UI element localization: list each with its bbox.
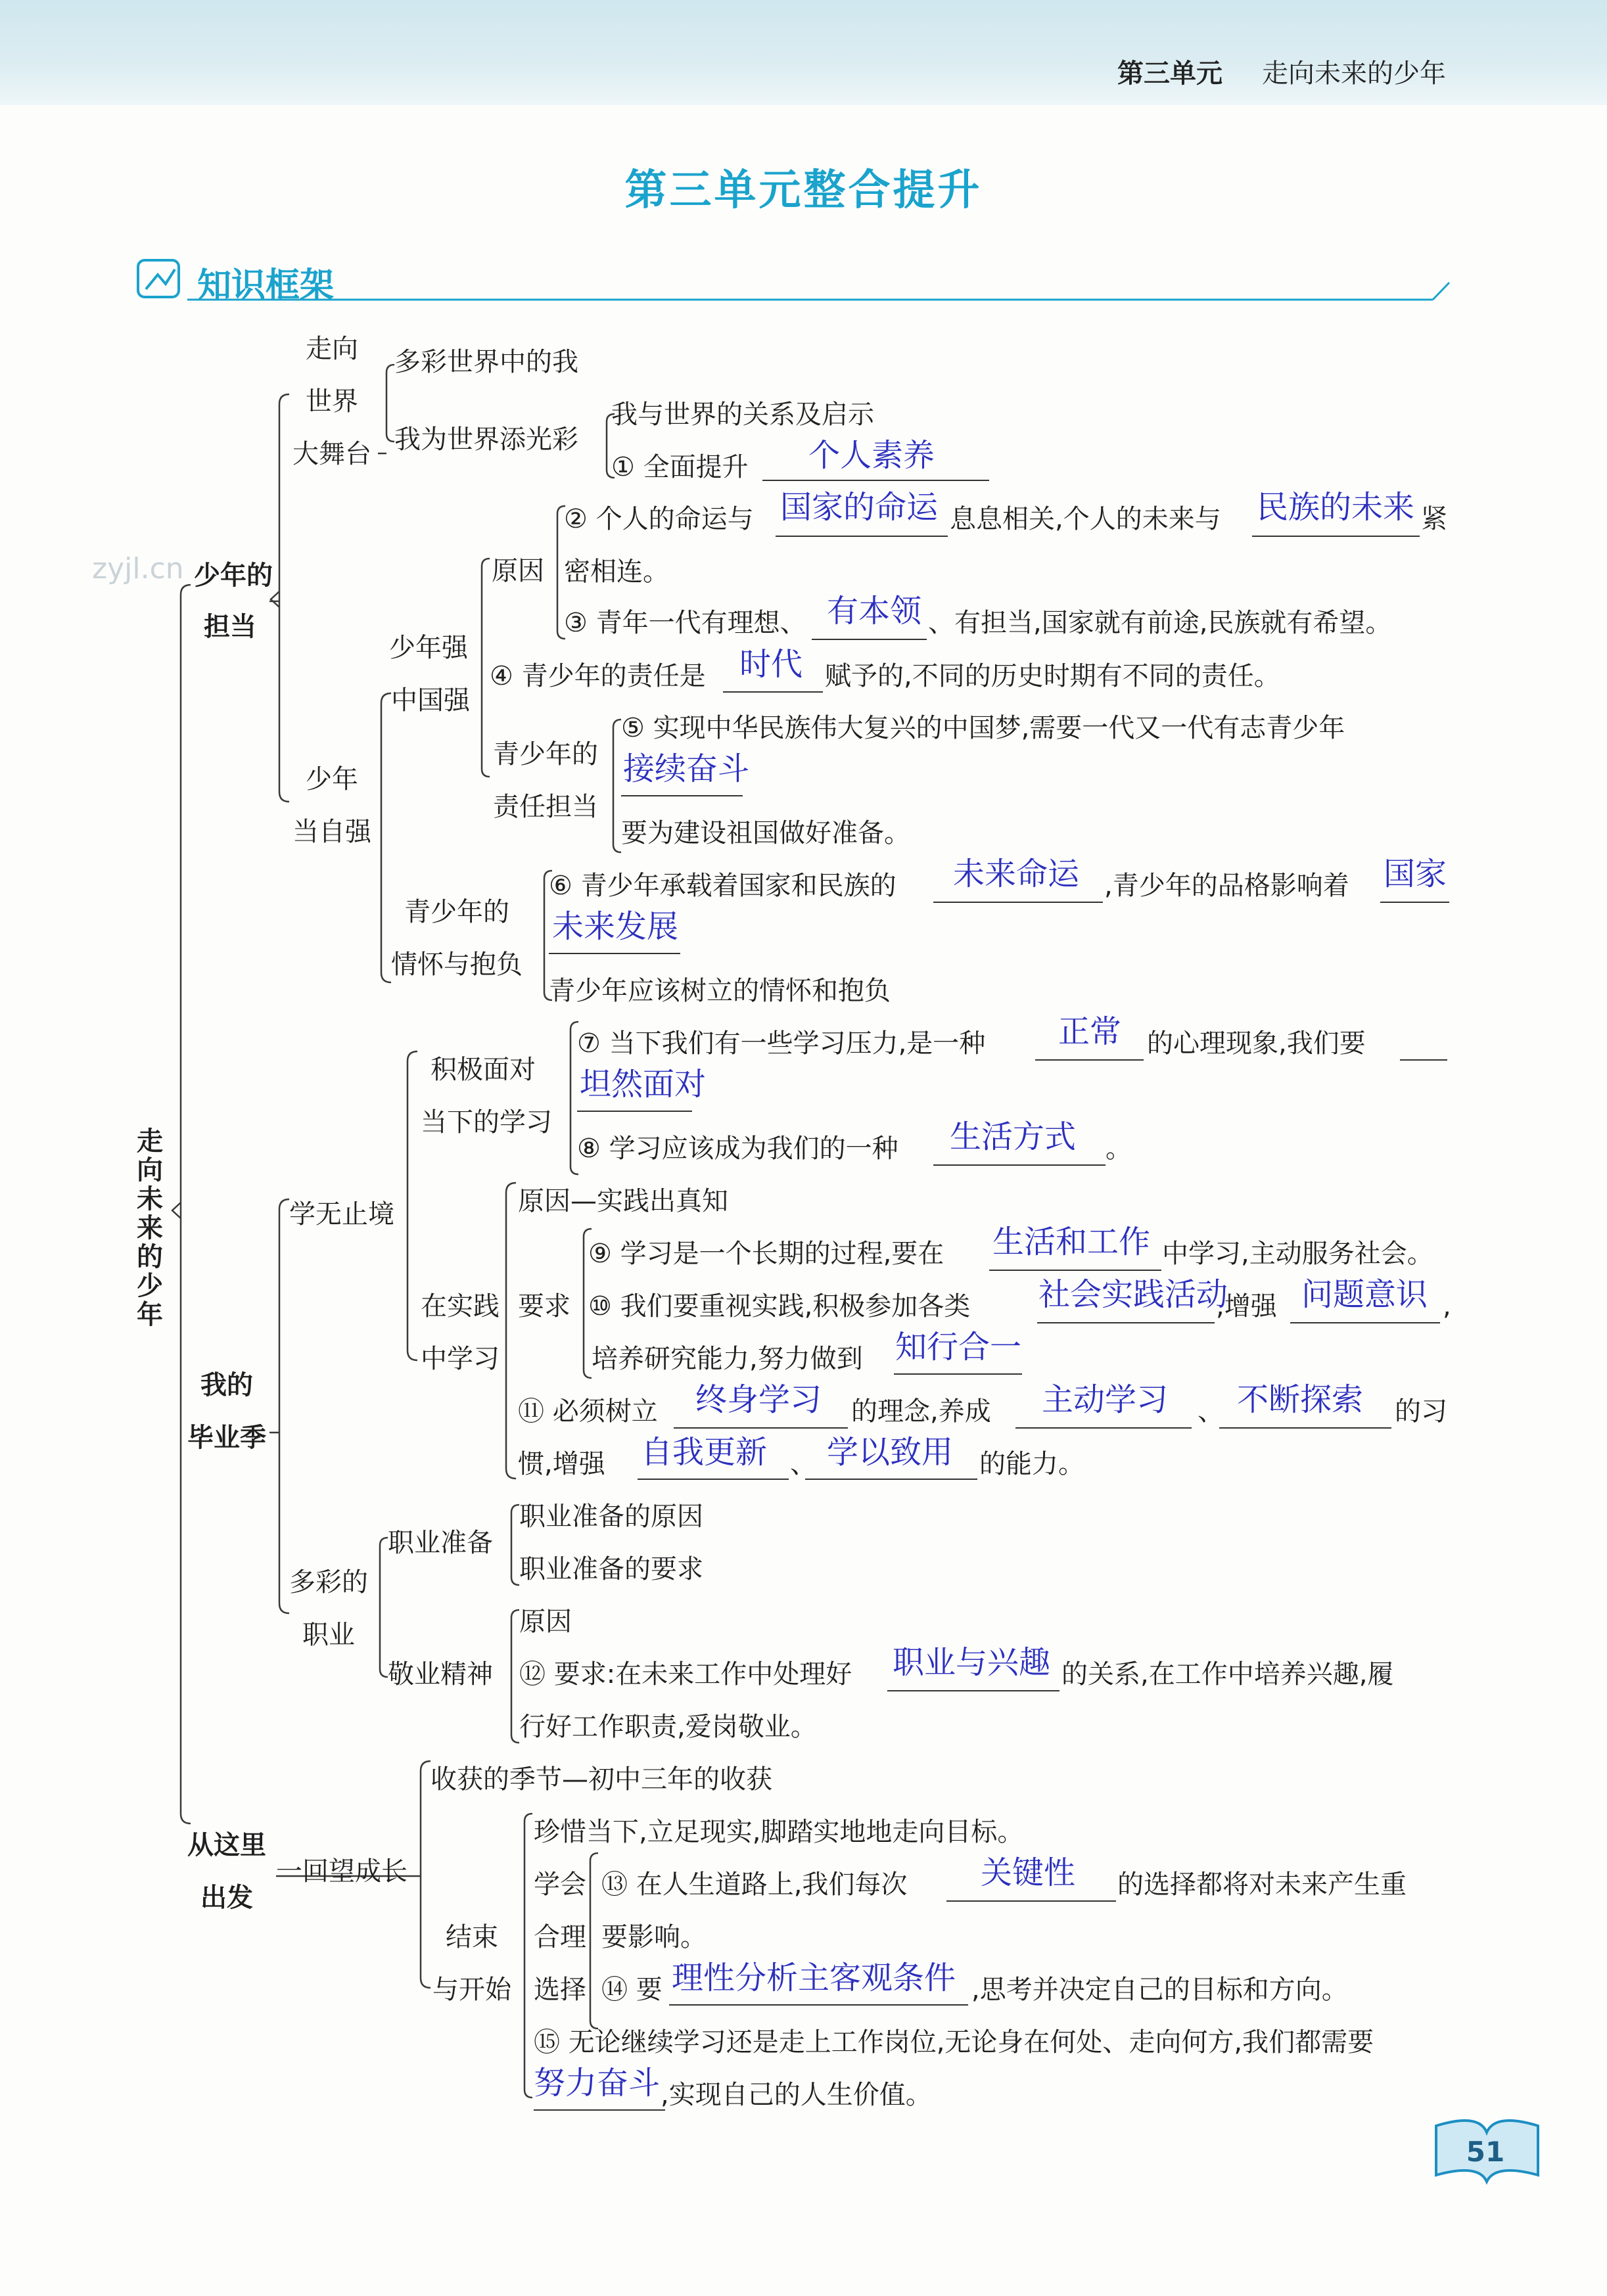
lesson1-title-l2: 担当 xyxy=(204,612,256,642)
l2a2-reason: 原因—实践出真知 xyxy=(518,1186,728,1216)
q5-text-a: ⑤ 实现中华民族伟大复兴的中国梦,需要一代又一代有志青少年 xyxy=(621,713,1345,743)
blank-6 xyxy=(621,795,743,796)
answer-23: 理性分析主客观条件 xyxy=(672,1960,956,1996)
answer-24: 努力奋斗 xyxy=(534,2065,661,2101)
q15-text-b: ,实现自己的人生价值。 xyxy=(661,2080,932,2110)
blank-24 xyxy=(534,2109,665,2111)
q15-text-a: ⑮ 无论继续学习还是走上工作岗位,无论身在何处、走向何方,我们都需要 xyxy=(534,2027,1374,2057)
answer-18: 不断探索 xyxy=(1237,1381,1364,1418)
q8-text-b: 。 xyxy=(1106,1134,1132,1164)
q11-text-d: 惯,增强 xyxy=(518,1449,605,1479)
q10-text-c: , xyxy=(1443,1291,1451,1321)
l2b2-title: 敬业精神 xyxy=(388,1659,493,1689)
q14-text-b: ,思考并决定自己的目标和方向。 xyxy=(971,1975,1348,2005)
q6-text-c: 青少年应该树立的情怀和抱负 xyxy=(549,976,891,1006)
answer-8-line1: 国家 xyxy=(1384,856,1447,892)
lesson3-title-l2: 出发 xyxy=(200,1883,253,1913)
answer-20: 学以致用 xyxy=(827,1434,954,1471)
l2b-title-l2: 职业 xyxy=(302,1620,355,1650)
blank-21 xyxy=(887,1690,1060,1691)
l3b1-title-l1: 学会 xyxy=(534,1870,586,1900)
q11-sep-1: 、 xyxy=(1198,1396,1224,1427)
l2a2-title-l1: 在实践 xyxy=(421,1291,500,1321)
l1a-title-l1: 走向 xyxy=(306,334,358,364)
l1b2-title-l2: 责任担当 xyxy=(493,792,598,822)
q2-text-d: 密相连。 xyxy=(564,557,669,587)
l3b1-title-l2: 合理 xyxy=(534,1922,586,1952)
q4-text-a: ④ 青少年的责任是 xyxy=(490,661,706,691)
blank-9 xyxy=(1035,1059,1144,1061)
blank-5 xyxy=(723,691,823,693)
answer-7: 未来命运 xyxy=(953,856,1080,892)
l1a-title-l2: 世界 xyxy=(306,386,358,417)
blank-23 xyxy=(669,2004,968,2006)
q11-text-c: 的习 xyxy=(1395,1396,1447,1427)
l1b-title-l2: 当自强 xyxy=(292,817,371,847)
requirement-label: 要求 xyxy=(518,1291,571,1321)
lesson3-title-l1: 从这里 xyxy=(187,1830,266,1860)
q10-text-d: 培养研究能力,努力做到 xyxy=(592,1344,863,1374)
lesson1-title-l1: 少年的 xyxy=(194,561,273,591)
q2-text-b: 息息相关,个人的未来与 xyxy=(950,504,1221,534)
l1a-item2: 我为世界添光彩 xyxy=(394,425,578,455)
blank-7 xyxy=(933,902,1103,903)
q13-text-a: ⑬ 在人生道路上,我们每次 xyxy=(601,1870,908,1900)
l3b-title-l2: 与开始 xyxy=(432,1975,511,2005)
blank-4 xyxy=(812,639,927,640)
l1b-title-l1: 少年 xyxy=(306,764,358,794)
l2b1-item1: 职业准备的原因 xyxy=(519,1502,703,1532)
q2-text-a: ② 个人的命运与 xyxy=(564,504,754,534)
page-number: 51 xyxy=(1466,2136,1505,2168)
blank-12 xyxy=(989,1270,1161,1271)
answer-11: 生活方式 xyxy=(950,1118,1077,1155)
l3a-item1: 收获的季节—初中三年的收获 xyxy=(431,1764,772,1795)
l2b2-reason: 原因 xyxy=(519,1607,572,1637)
blank-10a xyxy=(1400,1059,1447,1061)
blank-3 xyxy=(1252,536,1420,537)
answer-4: 有本领 xyxy=(827,593,922,630)
q1-text: ① 全面提升 xyxy=(611,452,749,482)
q4-text-b: 赋予的,不同的历史时期有不同的责任。 xyxy=(825,661,1280,691)
root-title: 走向未来的少年 xyxy=(137,1126,163,1330)
answer-16: 终身学习 xyxy=(695,1381,822,1418)
l3b-title-l1: 结束 xyxy=(446,1922,498,1952)
page-title: 第三单元整合提升 xyxy=(624,166,983,215)
answer-3: 民族的未来 xyxy=(1257,489,1415,526)
blank-20 xyxy=(805,1479,977,1480)
blank-16 xyxy=(674,1427,848,1429)
blank-14 xyxy=(1290,1322,1440,1323)
answer-19: 自我更新 xyxy=(641,1434,768,1471)
q11-sep-2: 、 xyxy=(790,1449,816,1479)
answer-9: 正常 xyxy=(1058,1013,1122,1050)
header-unit: 第三单元 xyxy=(1117,58,1223,89)
blank-11 xyxy=(933,1164,1106,1166)
q12-text-a: ⑫ 要求:在未来工作中处理好 xyxy=(519,1659,852,1689)
l1b3-title-l1: 青少年的 xyxy=(404,897,509,927)
l1a-item2-1: 我与世界的关系及启示 xyxy=(611,400,874,430)
q6-text-b: ,青少年的品格影响着 xyxy=(1104,871,1349,901)
l2b1-item2: 职业准备的要求 xyxy=(519,1554,703,1584)
section-title: 知识框架 xyxy=(197,266,335,306)
answer-12: 生活和工作 xyxy=(992,1224,1151,1260)
blank-19 xyxy=(638,1479,789,1480)
blank-13 xyxy=(1037,1322,1215,1323)
watermark: zyjl.cn xyxy=(92,552,184,585)
l2b-title-l1: 多彩的 xyxy=(289,1567,368,1597)
q10-text-b: ,增强 xyxy=(1216,1291,1277,1321)
l1b2-title-l1: 青少年的 xyxy=(493,739,598,769)
q8-text-a: ⑧ 学习应该成为我们的一种 xyxy=(577,1134,898,1164)
q5-text-b: 要为建设祖国做好准备。 xyxy=(621,818,910,848)
answer-5: 时代 xyxy=(739,646,803,683)
answer-22: 关键性 xyxy=(981,1854,1076,1891)
blank-8a xyxy=(1380,902,1449,903)
q13-text-c: 要影响。 xyxy=(601,1922,707,1952)
l2a2-title-l2: 中学习 xyxy=(421,1344,500,1374)
l1a-item1: 多彩世界中的我 xyxy=(394,347,578,377)
q3-text-a: ③ 青年一代有理想、 xyxy=(564,608,806,638)
lesson2-title-l1: 我的 xyxy=(200,1370,253,1400)
lesson2-title-l2: 毕业季 xyxy=(187,1423,266,1453)
blank-17 xyxy=(1015,1427,1192,1429)
q7-text-a: ⑦ 当下我们有一些学习压力,是一种 xyxy=(577,1028,986,1059)
q3-text-b: 、有担当,国家就有前途,民族就有希望。 xyxy=(928,608,1392,638)
q6-text-a: ⑥ 青少年承载着国家和民族的 xyxy=(549,871,897,901)
q11-text-b: 的理念,养成 xyxy=(851,1396,991,1427)
header-unit-title: 走向未来的少年 xyxy=(1262,58,1446,89)
blank-2 xyxy=(776,536,948,537)
answer-17: 主动学习 xyxy=(1042,1381,1169,1418)
blank-22 xyxy=(946,1900,1116,1902)
l3b-item1: 珍惜当下,立足现实,脚踏实地地走向目标。 xyxy=(534,1817,1024,1847)
blank-18 xyxy=(1219,1427,1391,1429)
q10-text-a: ⑩ 我们要重视实践,积极参加各类 xyxy=(588,1291,971,1321)
answer-6: 接续奋斗 xyxy=(623,750,750,787)
blank-1 xyxy=(762,480,989,481)
q2-text-c: 紧 xyxy=(1421,504,1447,534)
l2a-title: 学无止境 xyxy=(289,1199,394,1229)
answer-15: 知行合一 xyxy=(895,1329,1022,1366)
answer-13: 社会实践活动 xyxy=(1038,1276,1228,1313)
q12-text-b: 的关系,在工作中培养兴趣,履 xyxy=(1061,1659,1394,1689)
q9-text-a: ⑨ 学习是一个长期的过程,要在 xyxy=(588,1239,944,1269)
l3b1-title-l3: 选择 xyxy=(534,1975,586,2005)
answer-10: 坦然面对 xyxy=(580,1066,707,1103)
blank-10b xyxy=(577,1111,692,1112)
l1b3-title-l2: 情怀与抱负 xyxy=(391,950,523,980)
l1a-title-l3: 大舞台 xyxy=(292,439,371,469)
q11-text-e: 的能力。 xyxy=(979,1449,1084,1479)
q11-text-a: ⑪ 必须树立 xyxy=(518,1396,658,1427)
l1b1-title-l2: 中国强 xyxy=(391,685,470,716)
l1b1-title-l1: 少年强 xyxy=(389,633,468,663)
q13-text-b: 的选择都将对未来产生重 xyxy=(1117,1870,1407,1900)
reason-label: 原因 xyxy=(492,556,544,586)
q14-text-a: ⑭ 要 xyxy=(601,1975,663,2005)
blank-15 xyxy=(894,1373,1022,1375)
answer-2: 国家的命运 xyxy=(780,489,939,526)
q9-text-b: 中学习,主动服务社会。 xyxy=(1162,1239,1433,1269)
blank-8b xyxy=(549,953,680,954)
l3a-title: 一回望成长 xyxy=(276,1856,408,1887)
l2a1-title-l2: 当下的学习 xyxy=(421,1107,552,1137)
answer-1: 个人素养 xyxy=(808,437,935,474)
q7-text-b: 的心理现象,我们要 xyxy=(1147,1028,1366,1059)
l2b1-title: 职业准备 xyxy=(388,1528,493,1558)
l2a1-title-l1: 积极面对 xyxy=(431,1055,536,1085)
q12-text-c: 行好工作职责,爱岗敬业。 xyxy=(519,1712,817,1742)
answer-21: 职业与兴趣 xyxy=(893,1644,1051,1681)
answer-14: 问题意识 xyxy=(1301,1276,1428,1313)
answer-8-line2: 未来发展 xyxy=(552,908,679,945)
